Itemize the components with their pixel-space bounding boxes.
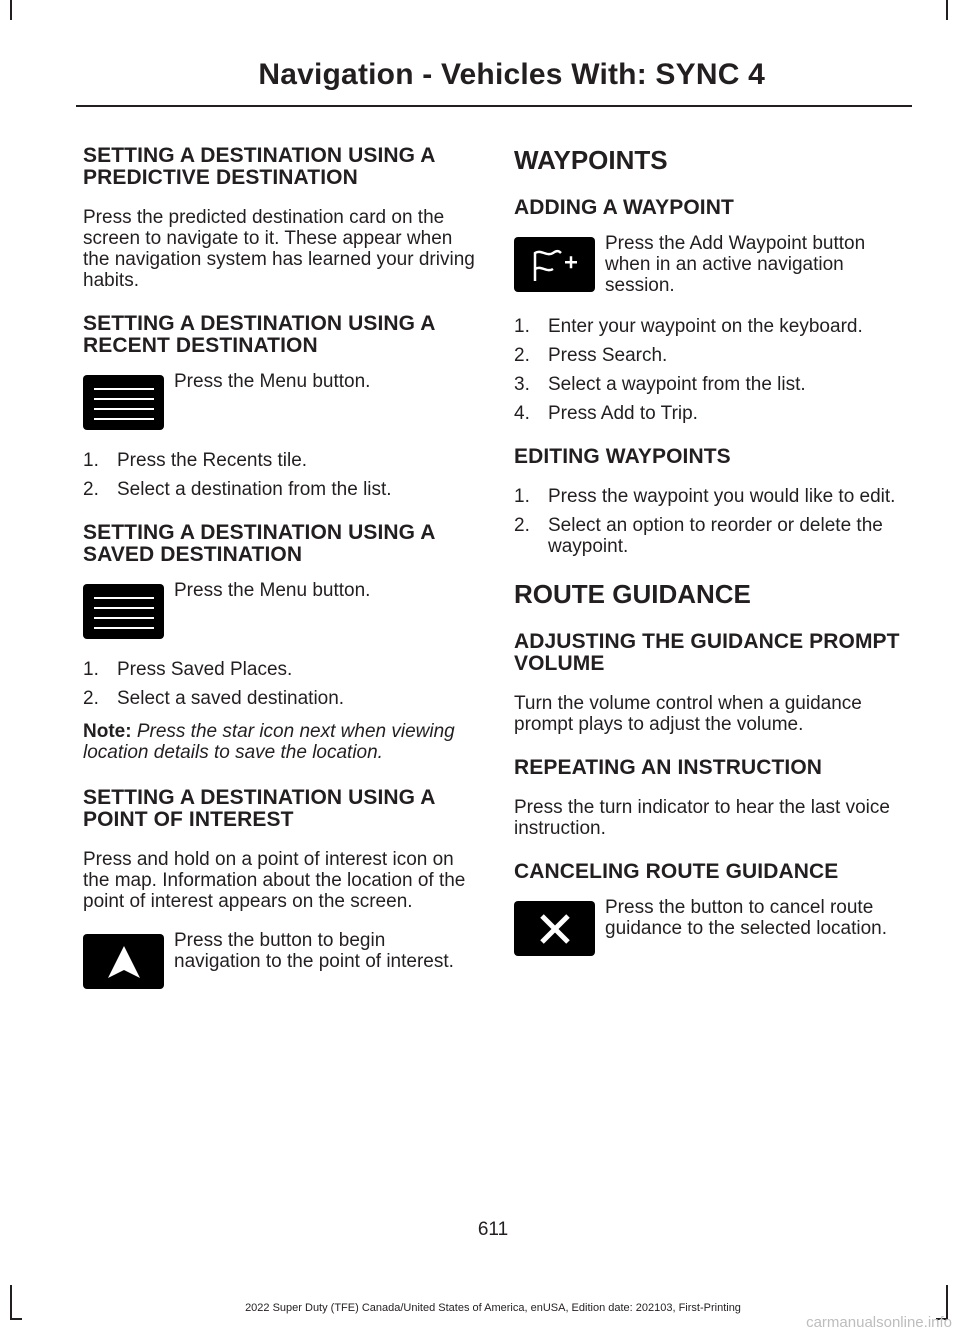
section-heading: ADJUSTING THE GUIDANCE PROMPT VOLUME	[514, 630, 900, 675]
section-heading: ADDING A WAYPOINT	[514, 196, 734, 219]
section-heading: SETTING A DESTINATION USING A PREDICTIVE DESTINATION	[83, 144, 435, 189]
paragraph: Press the predicted destination card on the screen to navigate to it. These appear when the navigation system has learned your driving habits.	[83, 207, 475, 291]
footer-edition-text: 2022 Super Duty (TFE) Canada/United States of America, enUSA, Edition date: 202103, First-Printing	[245, 1302, 741, 1314]
list-item: 2. Select a saved destination.	[83, 688, 345, 709]
note-label: Note:	[83, 721, 132, 742]
list-item: 1. Press the waypoint you would like to edit.	[514, 486, 896, 507]
section-adding-waypoint	[514, 197, 906, 424]
crop-mark-bottom-left-h	[10, 1318, 22, 1320]
paragraph: Turn the volume control when a guidance prompt plays to adjust the volume.	[514, 693, 862, 735]
section-guidance-volume	[514, 631, 906, 735]
section-editing-waypoints	[514, 446, 906, 557]
section-heading: REPEATING AN INSTRUCTION	[514, 756, 823, 779]
list-item: 1. Enter your waypoint on the keyboard.	[514, 316, 863, 337]
menu-icon	[83, 584, 164, 639]
paragraph: Press and hold on a point of interest icon on the map. Information about the location of the point of interest appears on the screen.	[83, 849, 466, 912]
section-canceling-guidance	[514, 861, 906, 956]
steps-list	[83, 659, 475, 709]
close-icon	[514, 901, 595, 956]
icon-description: Press the Menu button.	[174, 371, 371, 392]
section-heading: SETTING A DESTINATION USING A SAVED DESTINATION	[83, 521, 435, 566]
crop-mark-top-left	[10, 0, 12, 20]
icon-instruction	[83, 580, 475, 639]
crop-mark-top-right	[946, 0, 948, 20]
page-number: 611	[477, 1219, 509, 1240]
icon-instruction	[514, 897, 906, 956]
icon-description: Press the Add Waypoint button when in an active navigation session.	[605, 233, 866, 296]
watermark: carmanualsonline.info	[806, 1314, 952, 1331]
section-predictive-destination	[83, 145, 475, 291]
add-waypoint-flag-icon	[514, 237, 595, 292]
header-divider	[76, 105, 912, 107]
section-recent-destination	[83, 313, 475, 500]
note-text: Press the star icon next when viewing location details to save the location.	[83, 721, 455, 763]
page-header-title: Navigation - Vehicles With: SYNC 4	[258, 58, 765, 91]
list-item: 2. Select a destination from the list.	[83, 479, 392, 500]
section-heading: SETTING A DESTINATION USING A POINT OF INTEREST	[83, 786, 435, 831]
chapter-heading: ROUTE GUIDANCE	[514, 579, 751, 609]
note	[83, 721, 475, 763]
section-heading: CANCELING ROUTE GUIDANCE	[514, 860, 839, 883]
list-item: 4. Press Add to Trip.	[514, 403, 698, 424]
steps-list	[514, 316, 906, 424]
section-saved-destination	[83, 522, 475, 763]
icon-description: Press the button to begin navigation to the point of interest.	[174, 930, 454, 972]
section-heading: SETTING A DESTINATION USING A RECENT DESTINATION	[83, 312, 435, 357]
list-item: 2. Press Search.	[514, 345, 668, 366]
section-heading: EDITING WAYPOINTS	[514, 445, 731, 468]
list-item: 1. Press the Recents tile.	[83, 450, 308, 471]
left-column	[83, 145, 475, 1009]
icon-instruction	[83, 371, 475, 430]
icon-instruction	[514, 233, 906, 296]
list-item: 2. Select an option to reorder or delete the waypoint.	[514, 515, 883, 557]
right-column	[514, 145, 906, 976]
list-item: 3. Select a waypoint from the list.	[514, 374, 806, 395]
list-item: 1. Press Saved Places.	[83, 659, 293, 680]
section-point-of-interest	[83, 787, 475, 989]
steps-list	[514, 486, 906, 557]
icon-description: Press the button to cancel route guidance to the selected location.	[605, 897, 888, 939]
chapter-heading: WAYPOINTS	[514, 145, 668, 175]
paragraph: Press the turn indicator to hear the last voice instruction.	[514, 797, 890, 839]
navigation-arrow-icon	[83, 934, 164, 989]
section-repeating-instruction	[514, 757, 906, 839]
menu-icon	[83, 375, 164, 430]
steps-list	[83, 450, 475, 500]
icon-description: Press the Menu button.	[174, 580, 371, 601]
icon-instruction	[83, 930, 475, 989]
